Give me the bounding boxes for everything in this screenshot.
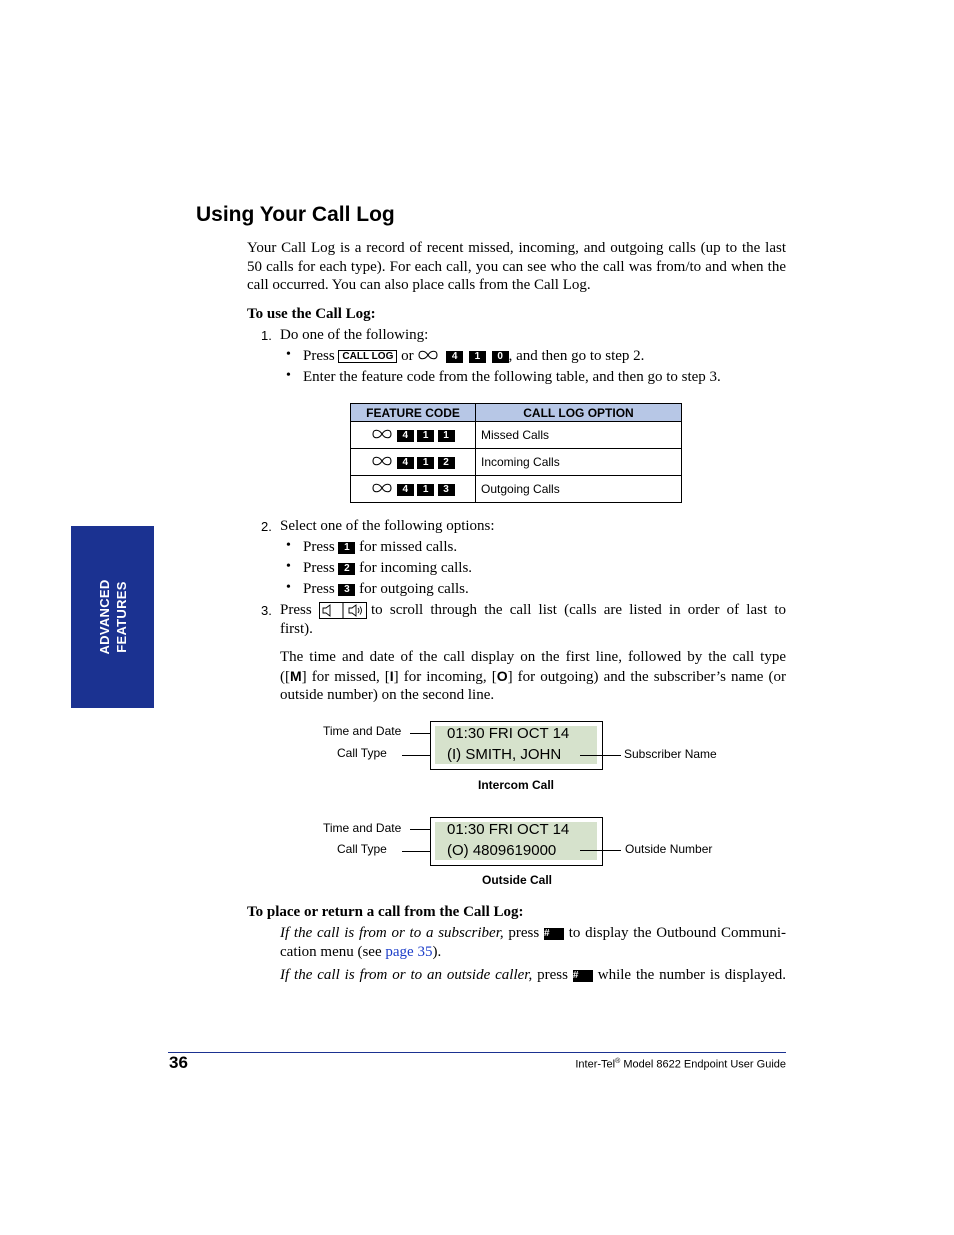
key-1: 1	[338, 542, 355, 554]
code-m: M	[290, 667, 302, 684]
key-pound: #	[573, 970, 593, 982]
feature-code-cell	[351, 476, 476, 503]
lcd-line2: (I) SMITH, JOHN	[447, 746, 562, 763]
label-outside-number: Outside Number	[625, 842, 713, 856]
section-tab-line1: ADVANCED	[96, 579, 112, 655]
press-label: Press	[303, 560, 335, 576]
key: 1	[417, 430, 434, 442]
guide-title: Model 8622 Endpoint User Guide	[620, 1058, 786, 1071]
bullet: •	[286, 559, 291, 574]
lcd-line2: (O) 4809619000	[447, 842, 557, 859]
step1-bullet1	[303, 347, 644, 366]
place-heading: To place or return a call from the Call Log:	[247, 904, 524, 920]
table-row	[351, 449, 682, 476]
key-4: 4	[446, 351, 463, 363]
option-cell: Missed Calls	[476, 422, 682, 449]
label-call-type: Call Type	[337, 842, 387, 856]
place-outside-rest: while the number is displayed.	[597, 967, 787, 983]
bullet: •	[286, 580, 291, 595]
place-subscriber-line2	[280, 943, 441, 962]
press-label: Press	[303, 348, 335, 364]
feature-infinity-icon	[371, 429, 393, 439]
step3-para-line2	[280, 667, 786, 687]
key-0: 0	[492, 351, 509, 363]
key-pound: #	[544, 928, 564, 940]
call-log-key: CALL LOG	[338, 350, 397, 363]
step3-press: Press	[280, 602, 312, 618]
feature-code-cell	[351, 449, 476, 476]
label-time-date: Time and Date	[323, 821, 402, 835]
or-label: or	[401, 348, 414, 364]
table-header-call-log-option: CALL LOG OPTION	[476, 404, 682, 422]
label-call-type: Call Type	[337, 746, 387, 760]
caption-outside-call: Outside Call	[482, 873, 553, 887]
option-outgoing	[303, 580, 469, 599]
option-text: for missed calls.	[359, 539, 458, 555]
text-fragment: ] for outgoing) and the subscriber’s name (or	[507, 668, 787, 685]
leader-line	[580, 850, 621, 851]
page-number: 36	[169, 1053, 188, 1072]
feature-code-cell	[351, 422, 476, 449]
page-title: Using Your Call Log	[196, 203, 395, 226]
press-label: Press	[303, 539, 335, 555]
option-cell: Incoming Calls	[476, 449, 682, 476]
key-3: 3	[338, 584, 355, 596]
key: 1	[417, 484, 434, 496]
step1-number: 1.	[261, 328, 272, 343]
option-text: for outgoing calls.	[359, 581, 469, 597]
label-subscriber-name: Subscriber Name	[624, 747, 717, 761]
italic-text: If the call is from or to a subscriber,	[280, 925, 504, 941]
key: 1	[417, 457, 434, 469]
code-i: I	[389, 667, 394, 684]
intro-paragraph: Your Call Log is a record of recent missed, incoming, and outgoing calls (up to the last 50 calls for each type). For each call, you can see who the call was from/to and when the call occurred. You can also place calls from the Call Log.	[247, 240, 786, 293]
step3-text-line2: first).	[280, 621, 313, 637]
press-label: press	[537, 967, 568, 983]
step2-number: 2.	[261, 519, 272, 534]
volume-scroll-key-icon	[319, 602, 367, 619]
text-fragment: ).	[432, 944, 442, 960]
key-2: 2	[338, 563, 355, 575]
press-label: press	[508, 925, 540, 941]
section-tab	[71, 526, 154, 708]
step1-bullet2: Enter the feature code from the following table, and then go to step 3.	[303, 369, 721, 385]
key: 1	[438, 430, 455, 442]
label-time-date: Time and Date	[323, 724, 402, 738]
text-fragment: ] for incoming, [	[393, 668, 497, 685]
key: 4	[397, 430, 414, 442]
place-subscriber-line1	[280, 924, 786, 943]
key: 4	[397, 457, 414, 469]
footer-rule	[168, 1052, 786, 1053]
step1-text: Do one of the following:	[280, 327, 429, 343]
step3-para-line3: outside number) on the second line.	[280, 687, 495, 703]
table-row	[351, 476, 682, 503]
footer-guide-title	[575, 1058, 786, 1071]
place-subscriber-rest: to display the Outbound Communi-	[568, 925, 787, 941]
caption-intercom-call: Intercom Call	[478, 778, 555, 792]
place-outside-line	[280, 966, 786, 985]
option-incoming	[303, 559, 472, 578]
feature-infinity-icon	[371, 483, 393, 493]
key: 2	[438, 457, 455, 469]
registered-mark: ®	[615, 1058, 621, 1065]
bullet: •	[286, 347, 291, 362]
table-row	[351, 422, 682, 449]
lcd-line1: 01:30 FRI OCT 14	[447, 821, 570, 838]
step3-text-line1: to scroll through the call list (calls are listed in order of last to	[371, 602, 786, 618]
key-1: 1	[469, 351, 486, 363]
lcd-line1: 01:30 FRI OCT 14	[447, 725, 570, 742]
key: 4	[397, 484, 414, 496]
use-heading: To use the Call Log:	[247, 306, 376, 322]
lcd-display-intercom	[430, 721, 603, 770]
option-cell: Outgoing Calls	[476, 476, 682, 503]
option-text: for incoming calls.	[359, 560, 473, 576]
table-header-feature-code: FEATURE CODE	[351, 404, 476, 422]
step3-number: 3.	[261, 603, 272, 618]
text-fragment: cation menu (see	[280, 944, 386, 960]
step1-bullet1-rest: , and then go to step 2.	[508, 348, 645, 364]
feature-code-table	[350, 403, 682, 503]
key: 3	[438, 484, 455, 496]
page-35-link[interactable]: page 35	[385, 944, 433, 960]
text-fragment: ] for missed, [	[301, 668, 390, 685]
feature-infinity-icon	[371, 456, 393, 466]
italic-text: If the call is from or to an outside caller,	[280, 967, 533, 983]
brand: Inter-Tel	[575, 1058, 616, 1071]
code-o: O	[496, 667, 508, 684]
press-label: Press	[303, 581, 335, 597]
option-missed	[303, 538, 457, 557]
step3-para-line1: The time and date of the call display on the first line, followed by the call type	[280, 649, 786, 665]
step3-paragraph	[280, 648, 786, 705]
bullet: •	[286, 368, 291, 383]
text-fragment: ([	[280, 668, 290, 685]
feature-infinity-icon	[417, 350, 439, 360]
leader-line	[580, 755, 621, 756]
step2-text: Select one of the following options:	[280, 518, 495, 534]
bullet: •	[286, 538, 291, 553]
lcd-display-outside	[430, 817, 603, 866]
section-tab-line2: FEATURES	[113, 581, 129, 653]
